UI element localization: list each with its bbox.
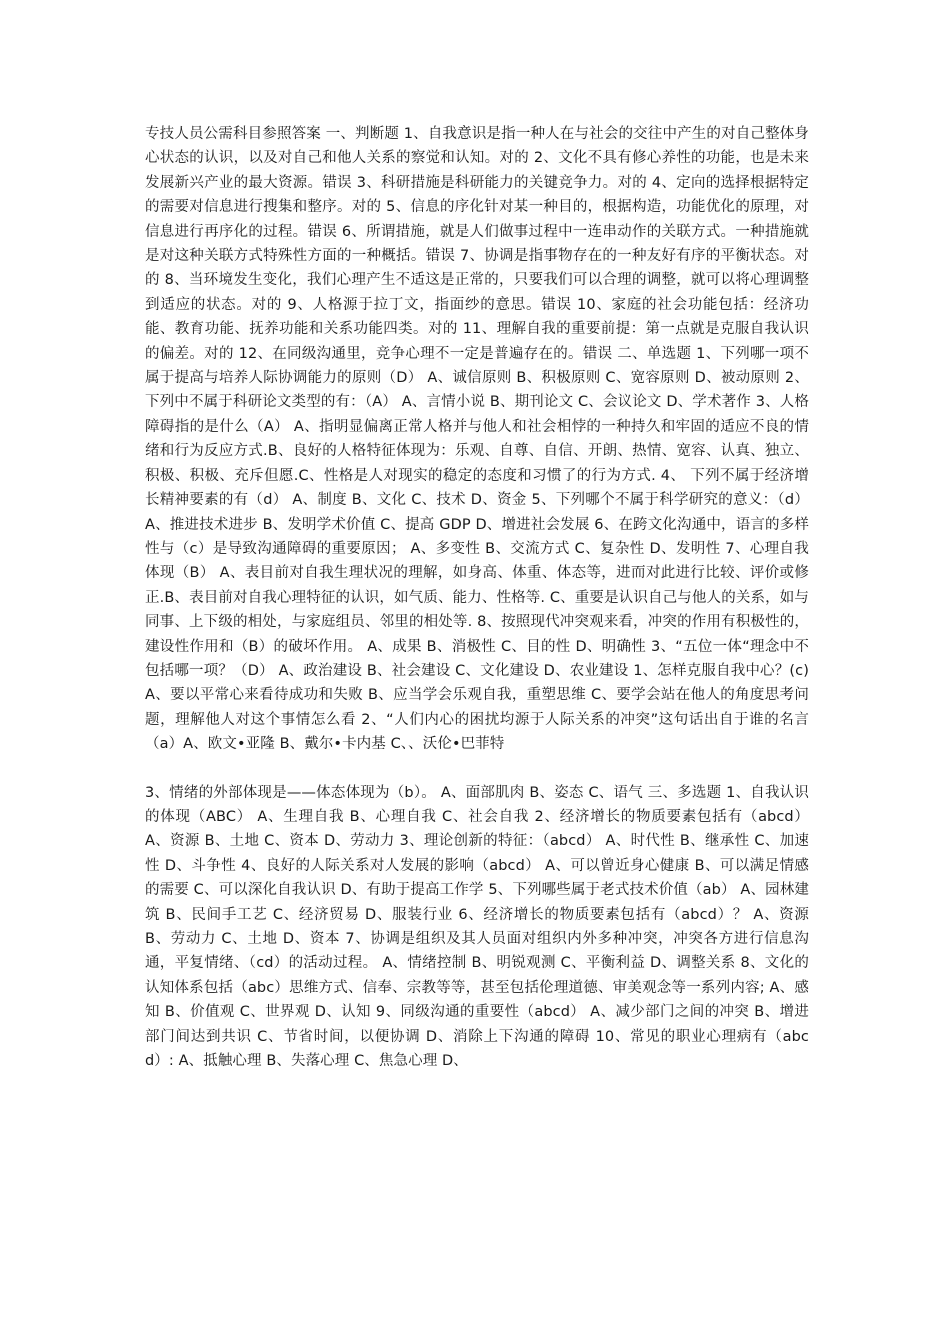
document-page xyxy=(145,122,809,1073)
paragraph-gap xyxy=(145,757,809,781)
answer-paragraph-1: 专技人员公需科目参照答案 一、判断题 1、自我意识是指一种人在与社会的交往中产生的对自己整体身心状态的认识，以及对自己和他人关系的察觉和认知。对的 2、文化不具有修心养性的功能，也是未来发展新兴产业的最大资源。错误 3、科研措施是科研能力的关键竞争力。对的 4、定向的选择根据特定的需要对信息进行搜集和整序。对的 5、信息的序化针对某一种目的，根据构造，功能优化的原理，对信息进行再序化的过程。错误 6、所谓措施，就是人们做事过程中一连串动作的关联方式。一种措施就是对这种关联方式特殊性方面的一种概括。错误 7、协调是指事物存在的一种友好有序的平衡状态。对的 8、当环境发生变化，我们心理产生不适这是正常的，只要我们可以合理的调整，就可以将心理调整到适应的状态。对的 9、人格源于拉丁文，指面纱的意思。错误 10、家庭的社会功能包括：经济功能、教育功能、抚养功能和关系功能四类。对的 11、理解自我的重要前提：第一点就是克服自我认识的偏差。对的 12、在同级沟通里，竞争心理不一定是普遍存在的。错误 二、单选题 1、下列哪一项不属于提高与培养人际协调能力的原则（D） A、诚信原则 B、积极原则 C、宽容原则 D、被动原则 2、下列中不属于科研论文类型的有：（A） A、言情小说 B、期刊论文 C、会议论文 D、学术著作 3、人格障碍指的是什么（A） A、指明显偏离正常人格并与他人和社会相悖的一种持久和牢固的适应不良的情绪和行为反应方式.B、良好的人格特征体现为：乐观、自尊、自信、开朗、热情、宽容、认真、独立、积极、积极、充斥但愿.C、性格是人对现实的稳定的态度和习惯了的行为方式. 4、 下列不属于经济增长精神要素的有（d） A、制度 B、文化 C、技术 D、资金 5、下列哪个不属于科学研究的意义：（d） A、推进技术进步 B、发明学术价值 C、提高 GDP D、增进社会发展 6、在跨文化沟通中，语言的多样性与（c）是导致沟通障碍的重要原因； A、多变性 B、交流方式 C、复杂性 D、发明性 7、心理自我体现（B） A、表目前对自我生理状况的理解，如身高、体重、体态等，进而对此进行比较、评价或修正.B、表目前对自我心理特征的认识，如气质、能力、性格等. C、重要是认识自己与他人的关系，如与同事、上下级的相处，与家庭组员、邻里的相处等. 8、按照现代冲突观来看，冲突的作用有积极性的，建设性作用和（B）的破坏作用。 A、成果 B、消极性 C、目的性 D、明确性 3、“五位一体“理念中不包括哪一项？（D） A、政治建设 B、社会建设 C、文化建设 D、农业建设 1、怎样克服自我中心？(c) A、要以平常心来看待成功和失败 B、应当学会乐观自我，重塑思维 C、要学会站在他人的角度思考问题，理解他人对这个事情怎么看 2、“人们内心的困扰均源于人际关系的冲突”这句话出自于谁的名言（a）A、欧文•亚隆 B、戴尔•卡内基 C、、沃伦•巴菲特 xyxy=(145,126,809,753)
answer-paragraph-2: 3、情绪的外部体现是——体态体现为（b）。 A、面部肌肉 B、姿态 C、语气 三、多选题 1、自我认识的体现（ABC） A、生理自我 B、心理自我 C、社会自我 2、经济增长的物质要素包括有（abcd） A、资源 B、土地 C、资本 D、劳动力 3、理论创新的特征：（abcd） A、时代性 B、继承性 C、加速性 D、斗争性 4、良好的人际关系对人发展的影响（abcd） A、可以曾近身心健康 B、可以满足情感的需要 C、可以深化自我认识 D、有助于提高工作学 5、下列哪些属于老式技术价值（ab） A、园林建筑 B、民间手工艺 C、经济贸易 D、服装行业 6、经济增长的物质要素包括有（abcd）？ A、资源 B、劳动力 C、土地 D、资本 7、协调是组织及其人员面对组织内外多种冲突，冲突各方进行信息沟通，平复情绪、（cd）的活动过程。 A、情绪控制 B、明锐观测 C、平衡利益 D、调整关系 8、文化的认知体系包括（abc）思维方式、信奉、宗教等等，甚至包括伦理道德、审美观念等一系列内容; A、感知 B、价值观 C、世界观 D、认知 9、同级沟通的重要性（abcd） A、减少部门之间的冲突 B、增进部门间达到共识 C、节省时间，以便协调 D、消除上下沟通的障碍 10、常见的职业心理病有（abcd）: A、抵触心理 B、失落心理 C、焦急心理 D、 xyxy=(145,784,809,1070)
